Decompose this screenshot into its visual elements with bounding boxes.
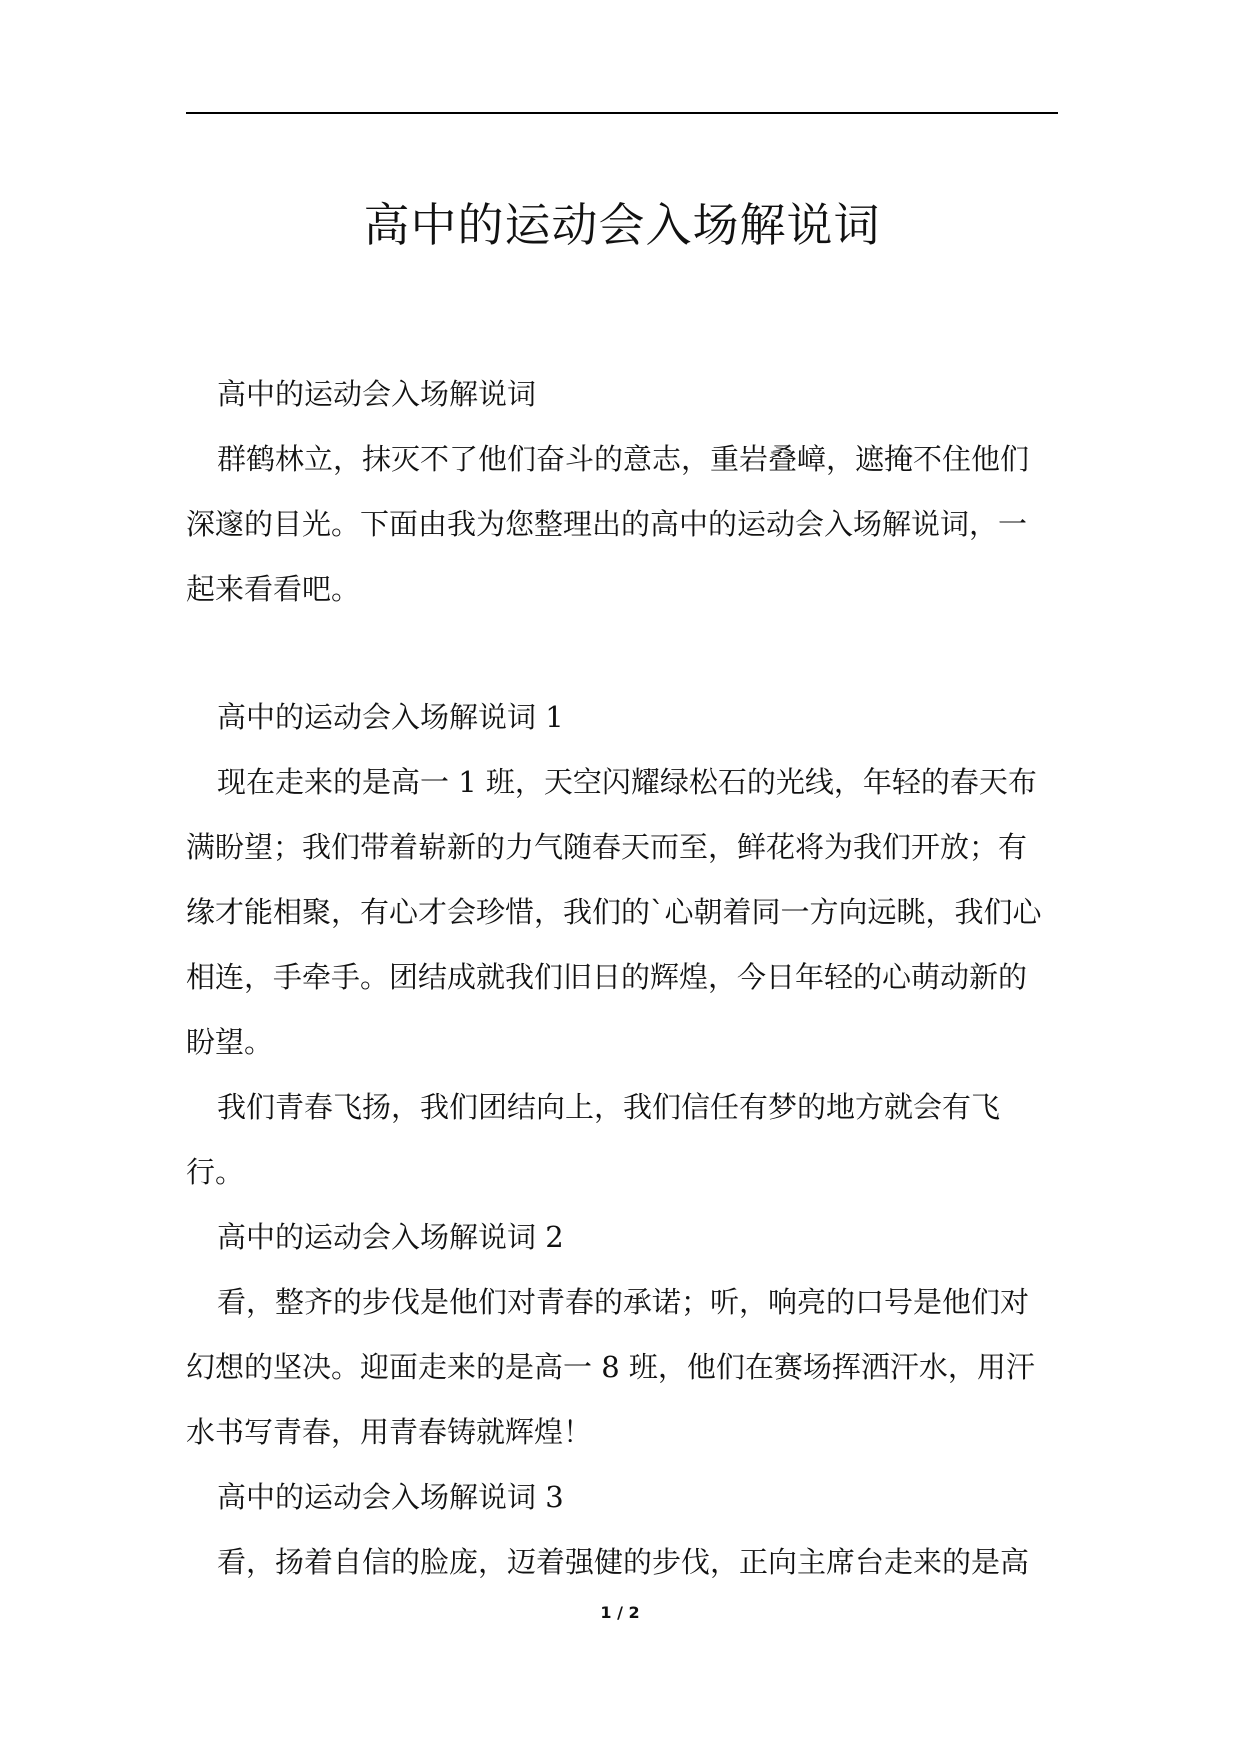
section-1-line-4: 相连，手牵手。团结成就我们旧日的辉煌，今日年轻的心萌动新的 xyxy=(186,960,1028,994)
intro-heading: 高中的运动会入场解说词 xyxy=(217,377,537,411)
section-3-heading: 高中的运动会入场解说词 3 xyxy=(217,1480,564,1514)
page-indicator: 1 / 2 xyxy=(600,1603,640,1622)
section-2-heading: 高中的运动会入场解说词 2 xyxy=(217,1220,564,1254)
section-1-line-3: 缘才能相聚，有心才会珍惜，我们的`心朝着同一方向远眺，我们心 xyxy=(186,895,1042,929)
section-1-line-5: 盼望。 xyxy=(186,1025,274,1059)
intro-line-1: 群鹤林立，抹灭不了他们奋斗的意志，重岩叠嶂，遮掩不住他们 xyxy=(217,442,1030,476)
section-3-line-1: 看，扬着自信的脸庞，迈着强健的步伐，正向主席台走来的是高 xyxy=(217,1545,1030,1579)
section-2-line-3: 水书写青春，用青春铸就辉煌！ xyxy=(186,1415,593,1449)
section-1-heading: 高中的运动会入场解说词 1 xyxy=(217,700,564,734)
document-title: 高中的运动会入场解说词 xyxy=(363,198,881,252)
header-rule xyxy=(186,112,1058,114)
section-1-line-1: 现在走来的是高一 1 班，天空闪耀绿松石的光线，年轻的春天布 xyxy=(217,765,1037,799)
section-1-line-2: 满盼望；我们带着崭新的力气随春天而至，鲜花将为我们开放；有 xyxy=(186,830,1028,864)
section-1-line-7: 行。 xyxy=(186,1155,245,1189)
section-2-line-2: 幻想的坚决。迎面走来的是高一 8 班，他们在赛场挥洒汗水，用汗 xyxy=(186,1350,1035,1384)
intro-line-2: 深邃的目光。下面由我为您整理出的高中的运动会入场解说词，一 xyxy=(186,507,1028,541)
section-1-line-6: 我们青春飞扬，我们团结向上，我们信任有梦的地方就会有飞 xyxy=(217,1090,1001,1124)
section-2-line-1: 看，整齐的步伐是他们对青春的承诺；听，响亮的口号是他们对 xyxy=(217,1285,1030,1319)
intro-line-3: 起来看看吧。 xyxy=(186,572,361,606)
